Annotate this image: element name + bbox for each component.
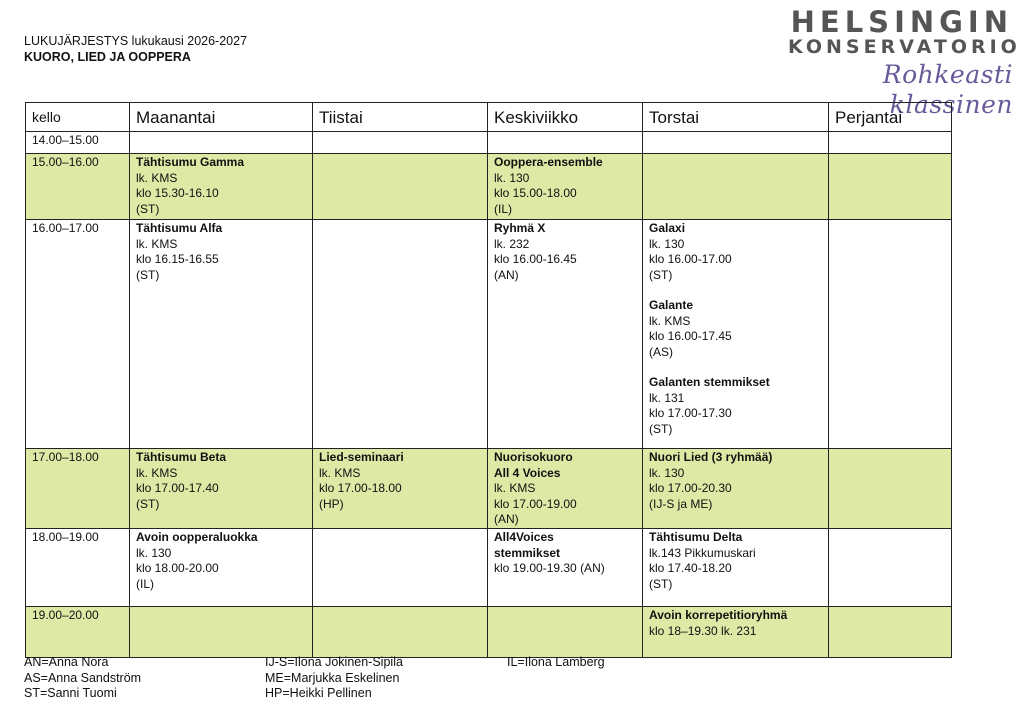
schedule-cell <box>488 449 643 529</box>
class-detail: klo 15.00-18.00 <box>494 186 577 200</box>
legend-item: ST=Sanni Tuomi <box>24 686 117 700</box>
class-detail: klo 17.00-18.00 <box>319 481 402 495</box>
schedule-cell <box>130 529 313 607</box>
class-entry <box>136 530 306 592</box>
legend-item: AN=Anna Nora <box>24 655 109 669</box>
schedule-cell <box>643 220 829 449</box>
class-detail: lk. 130 <box>649 465 685 480</box>
schedule-cell <box>130 607 313 658</box>
class-entry <box>494 450 636 528</box>
class-entry <box>649 298 822 360</box>
schedule-cell <box>130 220 313 449</box>
logo-line-1: HELSINGIN <box>790 5 1013 39</box>
class-detail: lk. KMS <box>136 236 178 251</box>
class-title: Lied-seminaari <box>319 450 404 464</box>
schedule-cell <box>829 220 952 449</box>
class-detail: (ST) <box>136 201 160 216</box>
class-detail: klo 15.30-16.10 <box>136 186 219 200</box>
header-tiistai: Tiistai <box>313 103 488 132</box>
class-detail: klo 16.15-16.55 <box>136 252 219 266</box>
class-entry <box>494 221 636 283</box>
class-detail: klo 16.00-17.45 <box>649 329 732 343</box>
class-title: Ooppera-ensemble <box>494 155 603 169</box>
class-detail: (AS) <box>649 344 673 359</box>
class-detail: klo 17.00-20.30 <box>649 481 732 495</box>
schedule-cell <box>130 132 313 154</box>
schedule-cell <box>313 529 488 607</box>
class-detail: klo 18.00-20.00 <box>136 561 219 575</box>
class-detail: lk. 130 <box>136 545 172 560</box>
schedule-row <box>26 607 952 658</box>
header-keskiviikko: Keskiviikko <box>488 103 643 132</box>
schedule-cell <box>488 220 643 449</box>
legend-item: AS=Anna Sandström <box>24 670 142 685</box>
schedule-cell <box>643 132 829 154</box>
legend-column-3 <box>507 655 605 671</box>
class-detail: (ST) <box>136 496 160 511</box>
schedule-row <box>26 154 952 220</box>
header-torstai: Torstai <box>643 103 829 132</box>
class-detail: lk. 232 <box>494 236 530 251</box>
schedule-row <box>26 449 952 529</box>
header-row <box>26 103 952 132</box>
legend-item: IL=Ilona Lamberg <box>507 655 605 669</box>
schedule-row <box>26 132 952 154</box>
schedule-cell <box>313 220 488 449</box>
schedule-cell <box>829 529 952 607</box>
class-title: Nuori Lied (3 ryhmää) <box>649 450 773 464</box>
schedule-table <box>25 102 952 658</box>
title-line-1: LUKUJÄRJESTYS lukukausi 2026-2027 <box>24 34 248 48</box>
class-detail: klo 16.00-17.00 <box>649 252 732 266</box>
class-detail: (HP) <box>319 496 344 511</box>
legend-column-2 <box>265 655 403 702</box>
schedule-cell <box>829 132 952 154</box>
legend-item: IJ-S=Ilona Jokinen-Sipilä <box>265 655 403 669</box>
schedule-cell <box>313 132 488 154</box>
class-title: Nuorisokuoro <box>494 450 573 464</box>
class-entry <box>649 530 822 592</box>
logo-tagline: Rohkeasti klassinen <box>882 60 1013 119</box>
class-title: Tähtisumu Gamma <box>136 155 245 169</box>
time-slot: 14.00–15.00 <box>26 132 130 154</box>
class-title: Galanten stemmikset <box>649 375 770 389</box>
class-detail: (IL) <box>494 201 512 216</box>
time-slot: 17.00–18.00 <box>26 449 130 529</box>
class-entry <box>649 450 822 512</box>
class-entry <box>136 155 306 217</box>
legend-item: HP=Heikki Pellinen <box>265 686 372 700</box>
class-entry <box>319 450 481 512</box>
schedule-cell <box>643 607 829 658</box>
class-title: Tähtisumu Beta <box>136 450 227 464</box>
schedule-cell <box>313 449 488 529</box>
legend-item: ME=Marjukka Eskelinen <box>265 670 400 685</box>
class-entry <box>649 608 822 639</box>
class-detail: (AN) <box>494 512 519 526</box>
class-title: All4Voices <box>494 530 554 544</box>
schedule-cell <box>488 529 643 607</box>
schedule-cell <box>488 154 643 220</box>
class-detail: (AN) <box>494 267 519 282</box>
schedule-cell <box>829 449 952 529</box>
class-detail: lk. KMS <box>136 465 178 480</box>
class-detail: lk. KMS <box>136 170 178 185</box>
legend-column-1 <box>24 655 141 702</box>
class-detail: lk. KMS <box>649 313 691 328</box>
class-detail: (ST) <box>649 421 673 436</box>
schedule-cell <box>829 154 952 220</box>
class-entry <box>136 450 306 512</box>
schedule-row <box>26 529 952 607</box>
class-title: Tähtisumu Alfa <box>136 221 223 235</box>
class-title: Galante <box>649 298 694 312</box>
class-detail: klo 17.40-18.20 <box>649 561 732 575</box>
class-title: Avoin oopperaluokka <box>136 530 258 544</box>
document-title <box>24 33 247 65</box>
class-title: Avoin korrepetitioryhmä <box>649 608 788 622</box>
schedule-cell <box>130 154 313 220</box>
class-detail: klo 17.00-19.00 <box>494 496 577 511</box>
class-detail: (IJ-S ja ME) <box>649 496 713 511</box>
schedule-cell <box>313 607 488 658</box>
class-detail: lk. 131 <box>649 390 685 405</box>
class-detail: (ST) <box>649 576 673 591</box>
class-entry <box>649 221 822 283</box>
header-maanantai: Maanantai <box>130 103 313 132</box>
class-title: All 4 Voices <box>494 465 561 480</box>
time-slot: 15.00–16.00 <box>26 154 130 220</box>
class-detail: (ST) <box>136 267 160 282</box>
class-detail: lk. KMS <box>494 481 536 495</box>
class-title: stemmikset <box>494 545 561 560</box>
schedule-cell <box>313 154 488 220</box>
class-detail: (IL) <box>136 576 154 591</box>
class-detail: klo 17.00-17.40 <box>136 481 219 495</box>
class-title: Ryhmä X <box>494 221 546 235</box>
class-detail: (ST) <box>649 267 673 282</box>
time-slot: 19.00–20.00 <box>26 607 130 658</box>
class-title: Tähtisumu Delta <box>649 530 743 544</box>
header-perjantai: Perjantai <box>829 103 952 132</box>
schedule-row <box>26 220 952 449</box>
class-detail: klo 18–19.30 lk. 231 <box>649 623 757 638</box>
class-entry <box>494 155 636 217</box>
logo-line-2: KONSERVATORIO <box>788 36 1021 58</box>
schedule-cell <box>130 449 313 529</box>
schedule-cell <box>829 607 952 658</box>
class-detail: klo 16.00-16.45 <box>494 252 577 266</box>
schedule-cell <box>488 607 643 658</box>
schedule-cell <box>488 132 643 154</box>
class-title: Galaxi <box>649 221 686 235</box>
class-detail: lk. 130 <box>649 236 685 251</box>
time-slot: 18.00–19.00 <box>26 529 130 607</box>
schedule-cell <box>643 154 829 220</box>
class-entry <box>494 530 636 577</box>
schedule-cell <box>643 449 829 529</box>
class-entry <box>136 221 306 283</box>
class-entry <box>649 375 822 437</box>
time-slot: 16.00–17.00 <box>26 220 130 449</box>
class-detail: lk. KMS <box>319 465 361 480</box>
class-detail: klo 19.00-19.30 (AN) <box>494 561 605 575</box>
class-detail: lk.143 Pikkumuskari <box>649 545 756 560</box>
class-detail: lk. 130 <box>494 170 530 185</box>
class-detail: klo 17.00-17.30 <box>649 406 732 420</box>
schedule-cell <box>643 529 829 607</box>
title-line-2: KUORO, LIED JA OOPPERA <box>24 50 191 64</box>
schedule-body <box>26 132 952 658</box>
header-kello: kello <box>26 103 130 132</box>
